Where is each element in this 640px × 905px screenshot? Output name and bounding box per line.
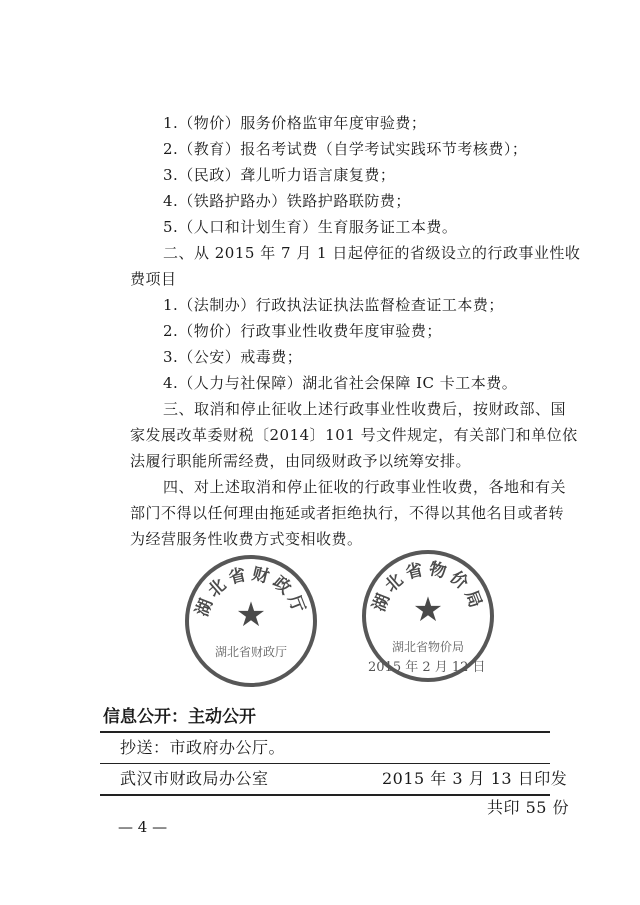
body-line-8: 1.（法制办）行政执法证执法监督检查证工本费； <box>163 296 504 314</box>
body-line-1: 1.（物价）服务价格监审年度审验费； <box>163 114 427 132</box>
svg-text:湖北省物价局: 湖北省物价局 <box>369 559 487 615</box>
footer-rule-bottom <box>100 794 550 796</box>
cc-line: 抄送：市政府办公厅。 <box>120 738 286 757</box>
body-line-2: 2.（教育）报名考试费（自学考试实践环节考核费）； <box>163 140 528 158</box>
section-three-line-3: 法履行职能所需经费，由同级财政予以统筹安排。 <box>130 452 472 470</box>
section-two-heading-cont: 费项目 <box>130 270 177 288</box>
section-two-heading: 二、从 2015 年 7 月 1 日起停征的省级设立的行政事业性收 <box>163 244 581 262</box>
section-three-line-2: 家发展改革委财税〔2014〕101 号文件规定，有关部门和单位依 <box>130 426 578 444</box>
body-line-5: 5.（人口和计划生育）生育服务证工本费。 <box>163 218 458 236</box>
svg-text:湖北省财政厅: 湖北省财政厅 <box>192 564 310 620</box>
info-disclosure: 信息公开：主动公开 <box>103 707 256 727</box>
print-date: 2015 年 3 月 13 日印发 <box>382 769 568 788</box>
footer-rule-middle <box>100 763 550 764</box>
price-seal-inner-text: 湖北省物价局 <box>391 640 464 654</box>
finance-seal-star-icon: ★ <box>235 595 267 635</box>
section-four-line-3: 为经营服务性收费方式变相收费。 <box>130 530 363 548</box>
body-line-9: 2.（物价）行政事业性收费年度审验费； <box>163 322 442 340</box>
body-line-3: 3.（民政）聋儿听力语言康复费； <box>163 166 396 184</box>
finance-seal-inner-text: 湖北省财政厅 <box>214 645 287 659</box>
section-four-line-1: 四、对上述取消和停止征收的行政事业性收费，各地和有关 <box>163 478 567 496</box>
price-seal-star-icon: ★ <box>412 590 444 630</box>
page-number: — 4 — <box>118 818 168 836</box>
body-line-11: 4.（人力与社保障）湖北省社会保障 IC 卡工本费。 <box>163 374 518 392</box>
body-line-10: 3.（公安）戒毒费； <box>163 348 303 366</box>
section-four-line-2: 部门不得以任何理由拖延或者拒绝执行，不得以其他名目或者转 <box>130 504 565 522</box>
issuer: 武汉市财政局办公室 <box>120 769 269 788</box>
copies-count: 共印 55 份 <box>487 798 570 817</box>
section-three-line-1: 三、取消和停止征收上述行政事业性收费后，按财政部、国 <box>163 400 567 418</box>
footer-rule-top <box>100 731 550 733</box>
body-line-4: 4.（铁路护路办）铁路护路联防费； <box>163 192 411 210</box>
seal-date: 2015 年 2 月 12 日 <box>368 660 486 675</box>
finance-department-seal <box>185 555 317 687</box>
